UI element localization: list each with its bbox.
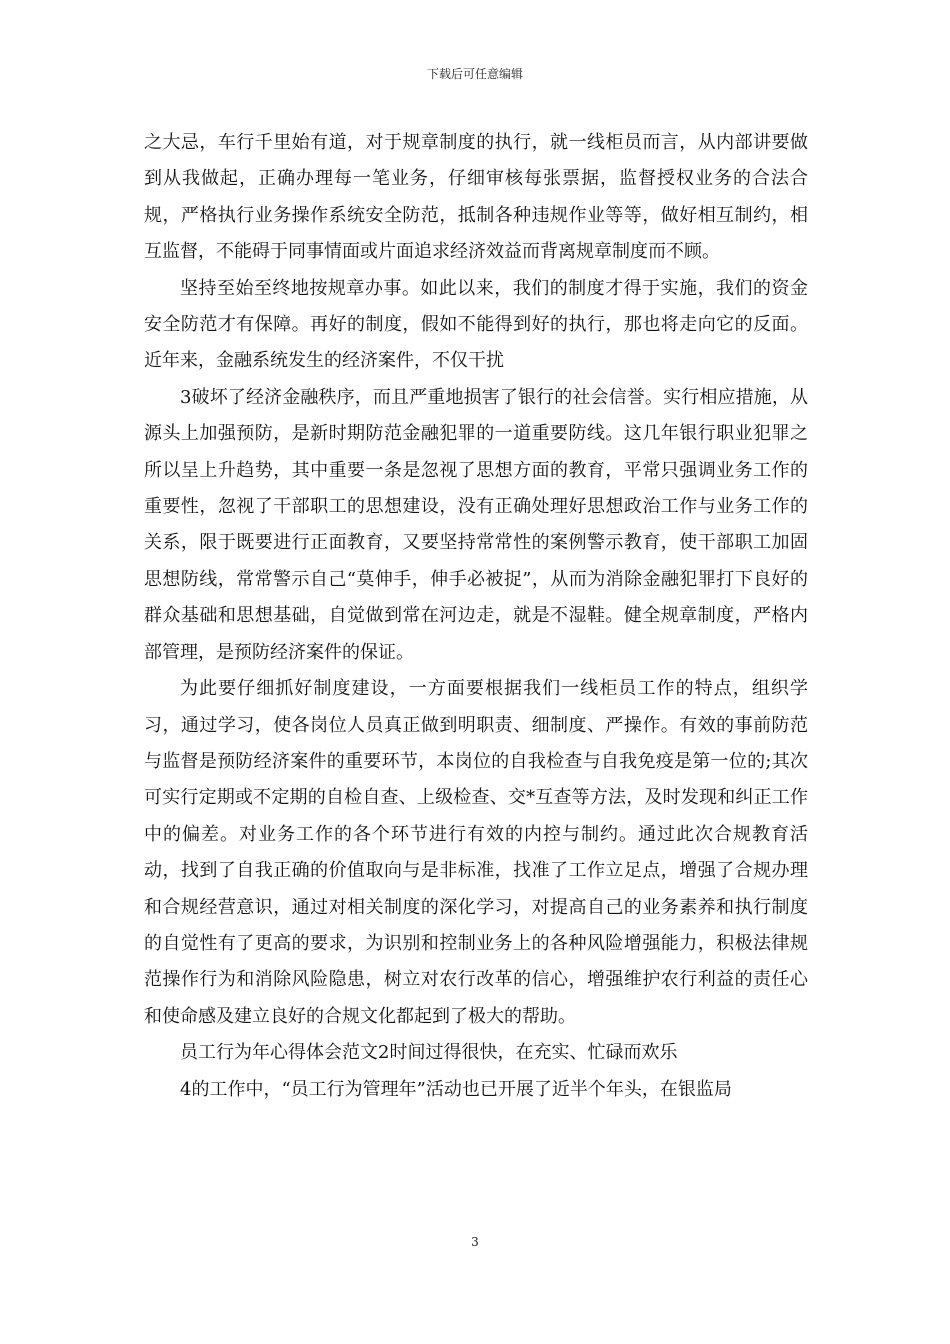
paragraph: 3破坏了经济金融秩序，而且严重地损害了银行的社会信誉。实行相应措施，从源头上加强预防，是新时期防范金融犯罪的一道重要防线。这几年银行职业犯罪之所以呈上升趋势，其中重要一条是忽视了思想方面的教育，平常只强调业务工作的重要性，忽视了干部职工的思想建设，没有正确处理好思想政治工作与业务工作的关系，限于既要进行正面教育，又要坚持常常性的案例警示教育，使干部职工加固思想防线，常常警示自己“莫伸手，伸手必被捉”，从而为消除金融犯罪打下良好的群众基础和思想基础，自觉做到常在河边走，就是不湿鞋。健全规章制度，严格内部管理，是预防经济案件的保证。: [144, 386, 808, 663]
paragraph: 之大忌，车行千里始有道，对于规章制度的执行，就一线柜员而言，从内部讲要做到从我做起，正确办理每一笔业务，仔细审核每张票据，监督授权业务的合法合规，严格执行业务操作系统安全防范，抵制各种违规作业等等，做好相互制约，相互监督，不能碍于同事情面或片面追求经济效益而背离规章制度而不顾。: [144, 132, 808, 263]
paragraph: 为此要仔细抓好制度建设，一方面要根据我们一线柜员工作的特点，组织学习，通过学习，使各岗位人员真正做到明职责、细制度、严操作。有效的事前防范与监督是预防经济案件的重要环节，本岗位的自我检查与自我免疫是第一位的;其次可实行定期或不定期的自检自查、上级检查、交*互查等方法，及时发现和纠正工作中的偏差。对业务工作的各个环节进行有效的内控与制约。通过此次合规教育活动，找到了自我正确的价值取向与是非标准，找准了工作立足点，增强了合规办理和合规经营意识，通过对相关制度的深化学习，对提高自己的业务素养和执行制度的自觉性有了更高的要求，为识别和控制业务上的各种风险增强能力，积极法律规范操作行为和消除风险隐患，树立对农行改革的信心，增强维护农行利益的责任心和使命感及建立良好的合规文化都起到了极大的帮助。: [144, 678, 808, 1027]
paragraph: 坚持至始至终地按规章办事。如此以来，我们的制度才得于实施，我们的资金安全防范才有保障。再好的制度，假如不能得到好的执行，那也将走向它的反面。近年来，金融系统发生的经济案件，不仅干扰: [144, 277, 808, 372]
page-header: 下载后可任意编辑: [426, 67, 523, 81]
page-number: 3: [471, 1235, 479, 1249]
paragraph: 4的工作中，“员工行为管理年”活动也已开展了近半个年头，在银监局: [180, 1078, 732, 1100]
document-body: [144, 125, 808, 1108]
paragraph: 员工行为年心得体会范文2时间过得很快，在充实、忙碌而欢乐: [180, 1042, 678, 1064]
